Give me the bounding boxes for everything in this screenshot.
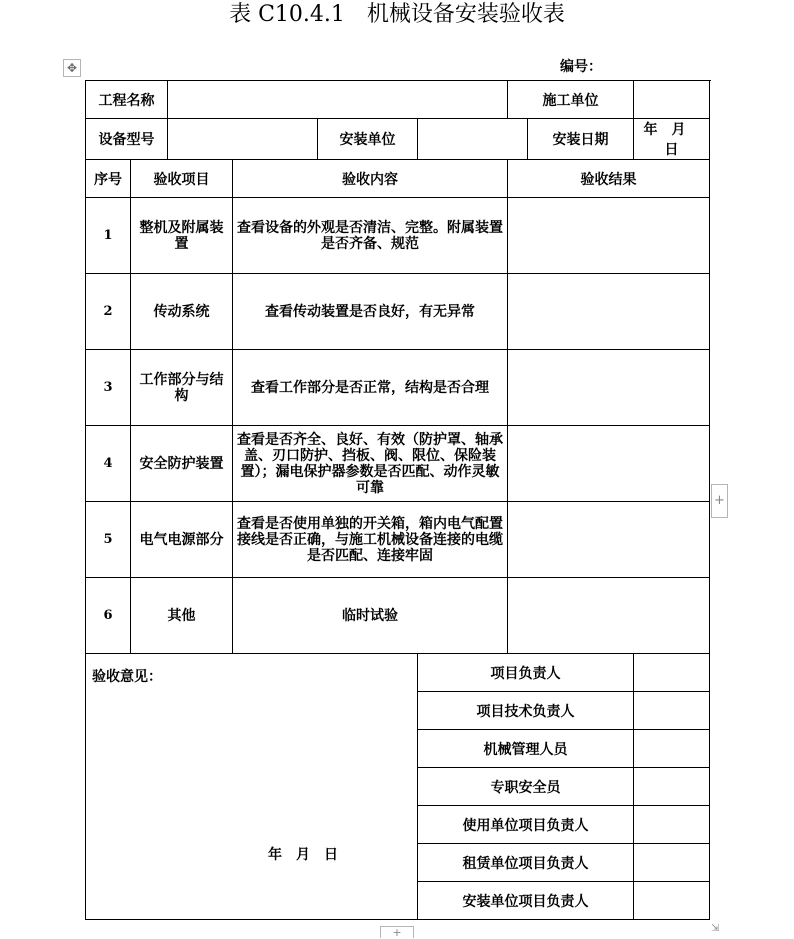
row-item: 电气电源部分 [131, 502, 233, 578]
row-content: 查看工作部分是否正常，结构是否合理 [233, 350, 508, 426]
installation-date-label: 安装日期 [528, 119, 634, 160]
row-content: 查看是否齐全、良好、有效（防护罩、轴承盖、刃口防护、挡板、阀、限位、保险装置）；漏电保护器参数是否匹配、动作灵敏可靠 [233, 426, 508, 502]
signatory-label: 机械管理人员 [418, 730, 634, 768]
equipment-model-label: 设备型号 [86, 119, 168, 160]
inspection-row [86, 426, 710, 502]
add-column-plus-icon[interactable]: + [711, 484, 728, 518]
signature-field[interactable] [634, 768, 710, 806]
date-month: 月 [671, 122, 686, 138]
inspection-row [86, 502, 710, 578]
row-item: 整机及附属装置 [131, 198, 233, 274]
installation-date-field[interactable] [634, 119, 710, 160]
opinion-day: 日 [324, 847, 338, 863]
row-content: 查看设备的外观是否清洁、完整。附属装置是否齐备、规范 [233, 198, 508, 274]
content-header: 验收内容 [233, 160, 508, 198]
signatory-label: 使用单位项目负责人 [418, 806, 634, 844]
acceptance-opinion-area[interactable] [86, 654, 418, 920]
document-title: 表 C10.4.1 机械设备安装验收表 [229, 2, 565, 27]
row-content: 查看是否使用单独的开关箱，箱内电气配置接线是否正确，与施工机械设备连接的电缆是否匹配、连接牢固 [233, 502, 508, 578]
serial-number-label: 编号： [560, 59, 602, 75]
row-item: 安全防护装置 [131, 426, 233, 502]
equipment-info-row [86, 119, 710, 160]
table-move-handle-icon[interactable]: ✥ [63, 59, 81, 77]
inspection-row [86, 578, 710, 654]
project-name-field[interactable] [168, 81, 508, 119]
row-content: 临时试验 [233, 578, 508, 654]
add-row-plus-icon[interactable]: + [380, 926, 414, 938]
signature-row [86, 654, 710, 692]
signature-field[interactable] [634, 882, 710, 920]
inspection-row [86, 198, 710, 274]
signature-field[interactable] [634, 730, 710, 768]
row-result-field[interactable] [508, 350, 710, 426]
row-seq: 2 [86, 274, 131, 350]
row-result-field[interactable] [508, 426, 710, 502]
row-result-field[interactable] [508, 198, 710, 274]
row-result-field[interactable] [508, 502, 710, 578]
row-item: 工作部分与结构 [131, 350, 233, 426]
inspection-row [86, 274, 710, 350]
date-day: 日 [664, 142, 679, 158]
seq-header: 序号 [86, 160, 131, 198]
row-result-field[interactable] [508, 274, 710, 350]
row-item: 其他 [131, 578, 233, 654]
table-resize-handle-icon[interactable]: ⇲ [711, 923, 720, 934]
acceptance-form-table [85, 80, 710, 920]
signatory-label: 项目负责人 [418, 654, 634, 692]
date-year: 年 [643, 122, 658, 138]
signatory-label: 专职安全员 [418, 768, 634, 806]
signatory-label: 租赁单位项目负责人 [418, 844, 634, 882]
column-header-row [86, 160, 710, 198]
signatory-label: 安装单位项目负责人 [418, 882, 634, 920]
row-seq: 3 [86, 350, 131, 426]
signatory-label: 项目技术负责人 [418, 692, 634, 730]
equipment-model-field[interactable] [168, 119, 318, 160]
opinion-year: 年 [268, 847, 282, 863]
row-result-field[interactable] [508, 578, 710, 654]
construction-unit-field[interactable] [634, 81, 710, 119]
installation-unit-field[interactable] [418, 119, 528, 160]
installation-unit-label: 安装单位 [318, 119, 418, 160]
construction-unit-label: 施工单位 [508, 81, 634, 119]
result-header: 验收结果 [508, 160, 710, 198]
signature-field[interactable] [634, 654, 710, 692]
row-seq: 4 [86, 426, 131, 502]
row-seq: 1 [86, 198, 131, 274]
row-seq: 5 [86, 502, 131, 578]
signature-field[interactable] [634, 692, 710, 730]
project-name-label: 工程名称 [86, 81, 168, 119]
row-seq: 6 [86, 578, 131, 654]
inspection-row [86, 350, 710, 426]
row-item: 传动系统 [131, 274, 233, 350]
signature-field[interactable] [634, 844, 710, 882]
opinion-month: 月 [296, 847, 310, 863]
row-content: 查看传动装置是否良好，有无异常 [233, 274, 508, 350]
project-info-row [86, 81, 710, 119]
opinion-date [268, 844, 338, 864]
acceptance-opinion-label: 验收意见： [92, 669, 162, 685]
item-header: 验收项目 [131, 160, 233, 198]
signature-field[interactable] [634, 806, 710, 844]
